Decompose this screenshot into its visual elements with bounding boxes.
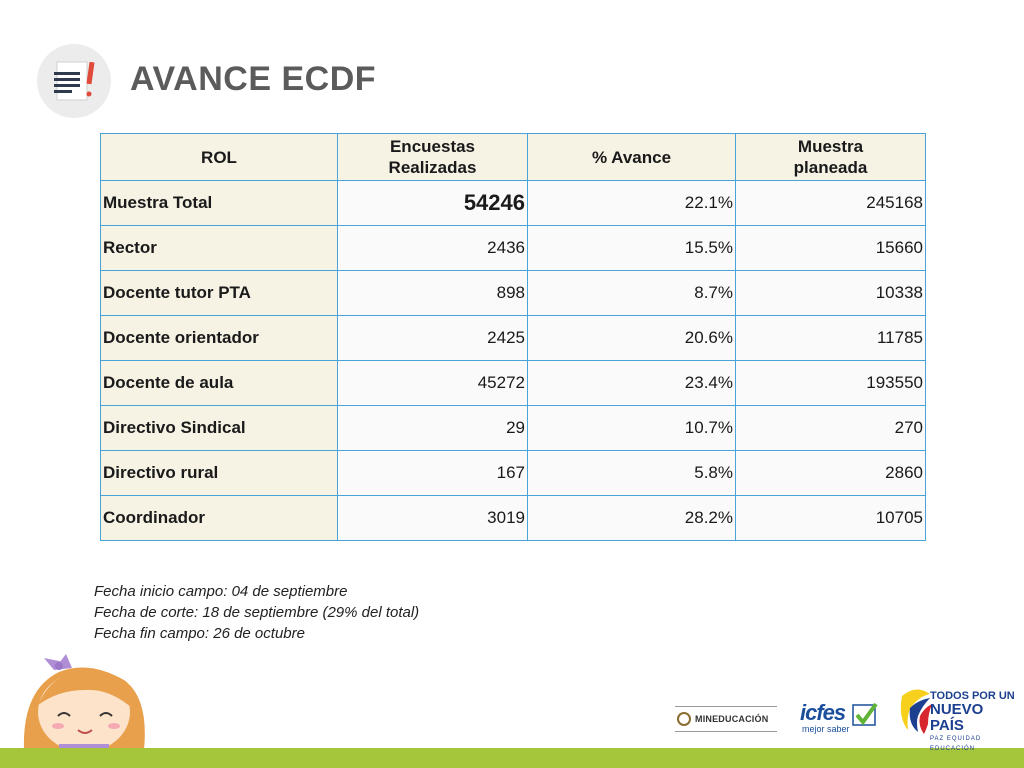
row-encuestas: 167 [338, 451, 528, 496]
note-corte: Fecha de corte: 18 de septiembre (29% del total) [94, 604, 420, 621]
row-avance: 10.7% [528, 406, 736, 451]
check-icon [852, 702, 878, 728]
header-rol: ROL [101, 134, 338, 181]
nuevo-pais-line2: NUEVO PAÍS [930, 701, 984, 734]
row-muestra: 245168 [736, 181, 926, 226]
row-rol: Docente tutor PTA [101, 271, 338, 316]
row-rol: Docente de aula [101, 361, 338, 406]
row-avance: 20.6% [528, 316, 736, 361]
row-encuestas: 2425 [338, 316, 528, 361]
table-row [101, 496, 926, 541]
row-muestra: 15660 [736, 226, 926, 271]
icfes-logo [800, 700, 880, 736]
row-rol: Muestra Total [101, 181, 338, 226]
row-encuestas: 2436 [338, 226, 528, 271]
table-row [101, 226, 926, 271]
document-icon [37, 44, 111, 118]
row-muestra: 10338 [736, 271, 926, 316]
header-muestra: Muestra planeada [736, 134, 926, 181]
table-header-row [101, 134, 926, 181]
row-muestra: 193550 [736, 361, 926, 406]
nuevo-pais-logo [930, 690, 1020, 754]
row-encuestas: 3019 [338, 496, 528, 541]
girl-mascot-icon [14, 650, 154, 750]
row-muestra: 270 [736, 406, 926, 451]
row-rol: Directivo Sindical [101, 406, 338, 451]
header-encuestas: Encuestas Realizadas [338, 134, 528, 181]
row-encuestas: 29 [338, 406, 528, 451]
note-fin: Fecha fin campo: 26 de octubre [94, 625, 305, 642]
table-row [101, 361, 926, 406]
table-row [101, 406, 926, 451]
table-row [101, 451, 926, 496]
row-rol: Directivo rural [101, 451, 338, 496]
nuevo-pais-line3: PAZ EQUIDAD EDUCACIÓN [930, 736, 982, 752]
nuevo-pais-line1: TODOS POR UN [930, 690, 1015, 702]
field-dates-notes [94, 581, 419, 644]
page-title: AVANCE ECDF [130, 60, 377, 98]
icfes-sub: mejor saber [802, 724, 850, 734]
avance-table [100, 133, 926, 541]
row-encuestas: 45272 [338, 361, 528, 406]
row-rol: Docente orientador [101, 316, 338, 361]
row-avance: 8.7% [528, 271, 736, 316]
header-avance: % Avance [528, 134, 736, 181]
mineducacion-logo [675, 706, 777, 732]
row-muestra: 11785 [736, 316, 926, 361]
row-avance: 22.1% [528, 181, 736, 226]
table-row [101, 316, 926, 361]
row-rol: Rector [101, 226, 338, 271]
row-rol: Coordinador [101, 496, 338, 541]
row-muestra: 10705 [736, 496, 926, 541]
row-avance: 23.4% [528, 361, 736, 406]
row-encuestas: 898 [338, 271, 528, 316]
note-inicio: Fecha inicio campo: 04 de septiembre [94, 583, 348, 600]
row-avance: 15.5% [528, 226, 736, 271]
seal-icon [677, 712, 691, 726]
row-avance: 5.8% [528, 451, 736, 496]
table-row [101, 271, 926, 316]
row-encuestas: 54246 [338, 181, 528, 226]
bottom-accent-bar [0, 748, 1024, 768]
table-row [101, 181, 926, 226]
mineducacion-text: MINEDUCACIÓN [695, 714, 769, 724]
row-muestra: 2860 [736, 451, 926, 496]
icfes-word: icfes [800, 700, 846, 725]
row-avance: 28.2% [528, 496, 736, 541]
